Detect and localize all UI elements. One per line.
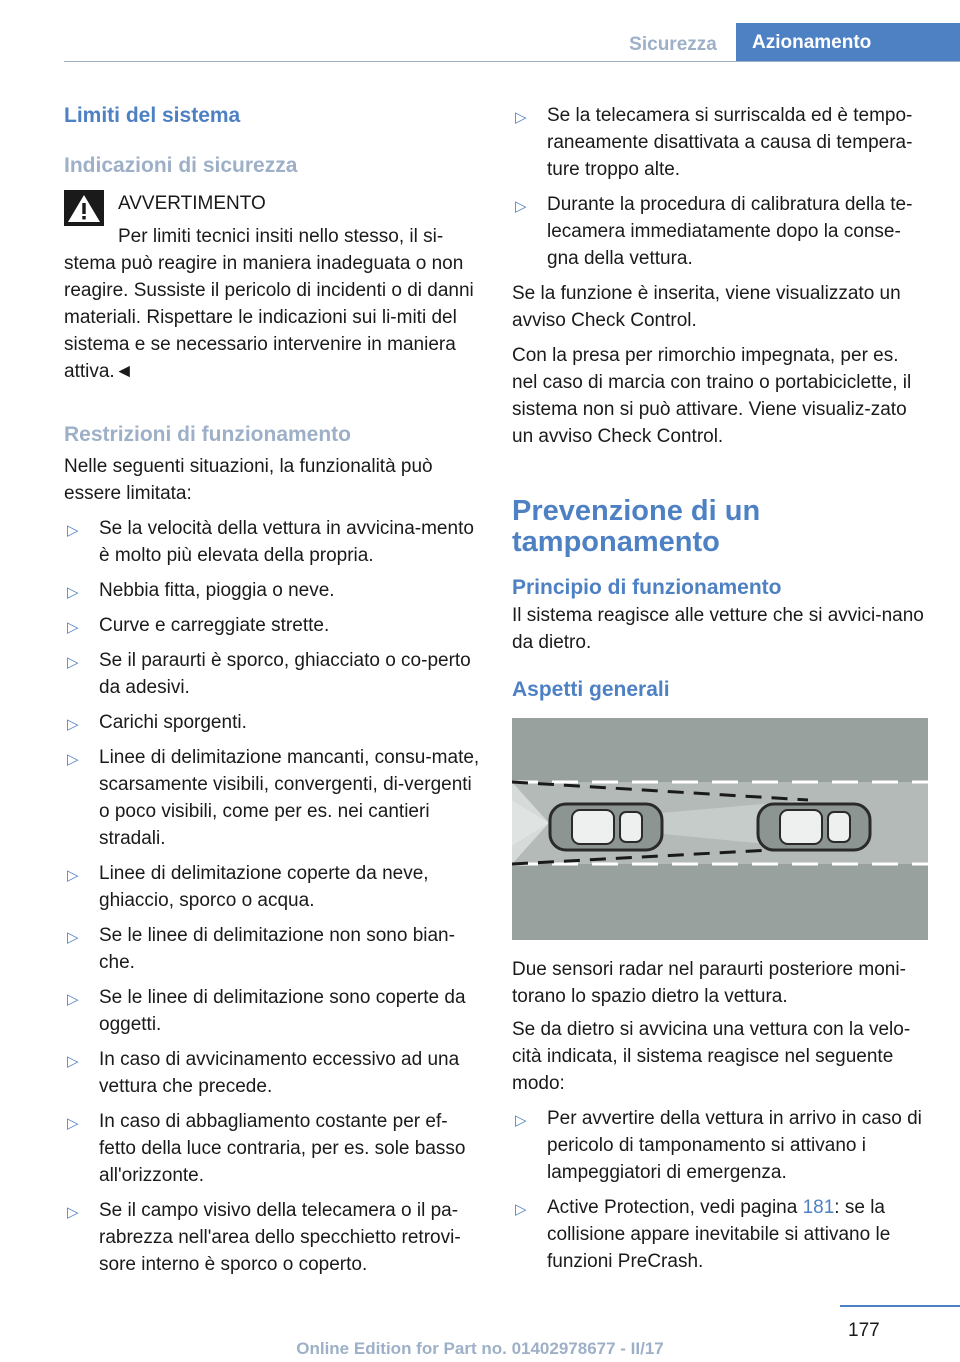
road-cars-diagram	[512, 718, 928, 940]
heading-indicazioni: Indicazioni di sicurezza	[64, 154, 298, 177]
list-item-text: Active Protection, vedi pagina	[547, 1197, 803, 1218]
list-item	[64, 1197, 480, 1278]
page-number-rule	[840, 1305, 960, 1307]
warning-text: stema può reagire in maniera inadeguata o non reagire. Sussiste il pericolo di incidenti o di danni materiali. Rispettare le indicazioni sui li-miti del sistema e se necessario intervenire in maniera attiva.◄	[64, 253, 474, 382]
list-item	[512, 191, 928, 272]
list-item-text: Se il paraurti è sporco, ghiacciato o co-perto da adesivi.	[99, 650, 471, 698]
list-item-text: Carichi sporgenti.	[99, 712, 247, 733]
triangle-bullet-icon: ▷	[515, 1112, 527, 1129]
restrizioni-intro: Nelle seguenti situazioni, la funzionalità può essere limitata:	[64, 456, 433, 504]
triangle-bullet-icon: ▷	[67, 1053, 79, 1070]
list-item-text: Durante la procedura di calibratura della te-lecamera immediatamente dopo la conse-gna della vettura.	[547, 194, 913, 269]
header-rule	[64, 61, 960, 62]
list-item-text: Nebbia fitta, pioggia o neve.	[99, 580, 335, 601]
heading-restrizioni: Restrizioni di funzionamento	[64, 423, 351, 446]
triangle-bullet-icon: ▷	[67, 1204, 79, 1221]
section-tab-sicurezza: Sicurezza	[629, 34, 717, 55]
list-item	[64, 744, 480, 852]
list-item-text: Linee di delimitazione coperte da neve, ghiaccio, sporco o acqua.	[99, 863, 429, 911]
list-item-text: Se il campo visivo della telecamera o il pa-rabrezza nell'area dello specchietto retrovi-sore interno è sporco o coperto.	[99, 1200, 461, 1275]
principio-text: Il sistema reagisce alle vetture che si avvici-nano da dietro.	[512, 605, 924, 653]
heading-prevenzione: Prevenzione di un tamponamento	[512, 495, 761, 558]
triangle-bullet-icon: ▷	[67, 1115, 79, 1132]
heading-principio: Principio di funzionamento	[512, 576, 782, 599]
para-sensori: Due sensori radar nel paraurti posteriore moni-torano lo spazio dietro la vettura.	[512, 959, 906, 1007]
triangle-bullet-icon: ▷	[515, 1201, 527, 1218]
triangle-bullet-icon: ▷	[515, 198, 527, 215]
page-link-181[interactable]: 181	[802, 1197, 835, 1218]
list-item	[512, 1194, 928, 1275]
list-item-text: Se la telecamera si surriscalda ed è tempo-raneamente disattivata a causa di tempera-ture troppo alte.	[547, 105, 913, 180]
list-item-text: : se la collisione appare inevitabile si attivano le funzioni PreCrash.	[547, 1197, 891, 1272]
list-item-text: Per avvertire della vettura in arrivo in caso di pericolo di tamponamento si attivano i lampeggiatori di emergenza.	[547, 1108, 922, 1183]
triangle-bullet-icon: ▷	[67, 584, 79, 601]
right-column	[512, 98, 928, 1275]
warning-title: AVVERTIMENTO	[118, 193, 266, 214]
warning-triangle-icon	[64, 190, 104, 226]
list-item	[64, 860, 480, 914]
list-item	[64, 984, 480, 1038]
list-item	[64, 647, 480, 701]
list-item-text: In caso di avvicinamento eccessivo ad una vettura che precede.	[99, 1049, 460, 1097]
triangle-bullet-icon: ▷	[515, 109, 527, 126]
triangle-bullet-icon: ▷	[67, 929, 79, 946]
list-item	[64, 577, 480, 604]
triangle-bullet-icon: ▷	[67, 716, 79, 733]
left-column	[64, 98, 480, 1278]
triangle-bullet-icon: ▷	[67, 522, 79, 539]
list-item-text: Se la velocità della vettura in avvicina-mento è molto più elevata della propria.	[99, 518, 474, 566]
list-item-text: Se le linee di delimitazione non sono bian-che.	[99, 925, 455, 973]
warning-block	[64, 190, 480, 385]
triangle-bullet-icon: ▷	[67, 654, 79, 671]
triangle-bullet-icon: ▷	[67, 867, 79, 884]
footer-edition: Online Edition for Part no. 01402978677 - II/17	[296, 1339, 664, 1358]
list-item-text: Linee di delimitazione mancanti, consu-mate, scarsamente visibili, convergenti, di-vergenti o poco visibili, come per es. nei cantieri stradali.	[99, 747, 480, 849]
para-rimorchio: Con la presa per rimorchio impegnata, per es. nel caso di marcia con traino o portabiciclette, il sistema non si può attivare. Viene visualiz-zato un avviso Check Control.	[512, 345, 912, 447]
triangle-bullet-icon: ▷	[67, 991, 79, 1008]
triangle-bullet-icon: ▷	[67, 751, 79, 768]
para-reazione: Se da dietro si avvicina una vettura con la velo-cità indicata, il sistema reagisce nel seguente modo:	[512, 1019, 911, 1094]
section-tab-azionamento: Azionamento	[736, 23, 960, 62]
radar-illustration	[512, 718, 928, 940]
list-item	[64, 922, 480, 976]
list-item-text: Se le linee di delimitazione sono coperte da oggetti.	[99, 987, 466, 1035]
restrizioni-list-continued	[512, 102, 928, 272]
restrizioni-list	[64, 515, 480, 1278]
car-front	[758, 804, 870, 850]
warning-text-line1: Per limiti tecnici insiti nello stesso, il si-	[118, 226, 444, 247]
page-number: 177	[848, 1320, 880, 1341]
list-item	[512, 102, 928, 183]
para-check-control: Se la funzione è inserita, viene visualizzato un avviso Check Control.	[512, 283, 901, 331]
triangle-bullet-icon: ▷	[67, 619, 79, 636]
list-item	[64, 515, 480, 569]
list-item	[64, 709, 480, 736]
list-item	[64, 612, 480, 639]
list-item	[64, 1108, 480, 1189]
heading-limiti: Limiti del sistema	[64, 104, 241, 127]
reazione-list	[512, 1105, 928, 1275]
heading-aspetti: Aspetti generali	[512, 678, 670, 701]
list-item	[64, 1046, 480, 1100]
list-item-text: In caso di abbagliamento costante per ef-fetto della luce contraria, per es. sole basso all'orizzonte.	[99, 1111, 466, 1186]
car-rear	[550, 804, 662, 850]
list-item	[512, 1105, 928, 1186]
list-item-text: Curve e carreggiate strette.	[99, 615, 330, 636]
